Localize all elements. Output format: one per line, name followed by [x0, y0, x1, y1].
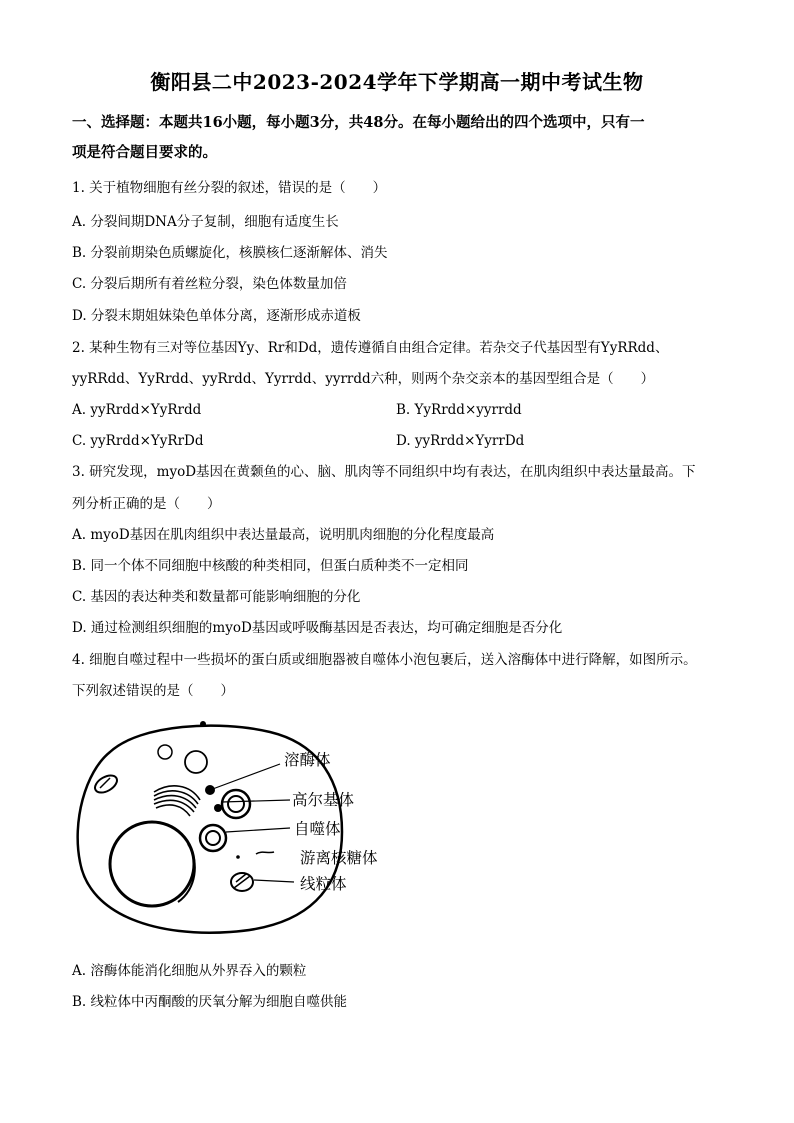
q3-stem-line2: 列分析正确的是（ ）	[72, 496, 221, 512]
golgi-apparatus	[154, 786, 200, 816]
mitochondrion-left	[92, 772, 120, 796]
q4-stem-line1: 4. 细胞自噬过程中一些损坏的蛋白质或细胞器被自噬体小泡包裹后，送入溶酶体中进行降解，如图所示。	[72, 652, 697, 668]
q4-option-b: B. 线粒体中丙酮酸的厌氧分解为细胞自噬供能	[72, 994, 348, 1010]
q1-option-a: A. 分裂间期DNA分子复制，细胞有适度生长	[72, 214, 339, 230]
autophagosome-2-outer	[200, 825, 226, 851]
autophagosome-2-inner	[206, 831, 220, 845]
label-mitochondrion: 线粒体	[300, 875, 347, 893]
cell-diagram-svg	[70, 712, 400, 942]
section-instructions-line1: 一、选择题：本题共16小题，每小题3分，共48分。在每小题给出的四个选项中，只有一	[72, 114, 645, 131]
particle-top	[200, 721, 206, 727]
q3-option-a: A. myoD基因在肌肉组织中表达量最高，说明肌肉细胞的分化程度最高	[72, 527, 495, 543]
q2-option-b: B. YyRrdd×yyrrdd	[396, 402, 522, 418]
nucleus	[110, 822, 194, 906]
section-instructions	[72, 108, 722, 168]
exam-title: 衡阳县二中2023-2024学年下学期高一期中考试生物	[150, 70, 644, 94]
q1-option-c: C. 分裂后期所有着丝粒分裂，染色体数量加倍	[72, 276, 347, 292]
q3-option-b: B. 同一个体不同细胞中核酸的种类相同，但蛋白质种类不一定相同	[72, 558, 469, 574]
q4-stem-line2: 下列叙述错误的是（ ）	[72, 683, 234, 699]
leader-mitochondrion	[254, 880, 294, 882]
label-golgi: 高尔基体	[292, 791, 355, 809]
q2-option-a: A. yyRrdd×YyRrdd	[72, 402, 202, 418]
vesicle-top	[185, 751, 207, 773]
q2-stem-line1: 2. 某种生物有三对等位基因Yy、Rr和Dd，遗传遵循自由组合定律。若杂交子代基因型有YyRRdd、	[72, 340, 669, 356]
vesicle-small	[158, 745, 172, 759]
q2-stem-line2: yyRRdd、YyRrdd、yyRrdd、Yyrrdd、yyrrdd六种，则两个杂交亲本的基因型组合是（ ）	[72, 371, 655, 387]
q2-option-d: D. yyRrdd×YyrrDd	[396, 433, 525, 449]
q3-stem-line1: 3. 研究发现，myoD基因在黄颡鱼的心、脑、肌肉等不同组织中均有表达，在肌肉组织中表达量最高。下	[72, 464, 696, 480]
q1-option-d: D. 分裂末期姐妹染色单体分离，逐渐形成赤道板	[72, 308, 361, 324]
label-lysosome: 溶酶体	[284, 751, 331, 769]
q1-stem: 1. 关于植物细胞有丝分裂的叙述，错误的是（ ）	[72, 180, 387, 196]
q4-option-a: A. 溶酶体能消化细胞从外界吞入的颗粒	[72, 963, 307, 979]
leader-lysosome	[210, 764, 280, 790]
label-free-ribosome: 游离核糖体	[300, 849, 378, 867]
autophagosome-outer	[222, 790, 250, 818]
q3-option-c: C. 基因的表达种类和数量都可能影响细胞的分化	[72, 589, 361, 605]
q2-option-c: C. yyRrdd×YyRrDd	[72, 433, 204, 449]
autophagosome-inner	[228, 796, 244, 812]
leader-autophagosome	[226, 828, 290, 832]
section-instructions-line2: 项是符合题目要求的。	[72, 144, 217, 161]
q3-option-d: D. 通过检测组织细胞的myoD基因或呼吸酶基因是否表达，均可确定细胞是否分化	[72, 620, 563, 636]
leader-golgi	[222, 800, 290, 802]
cell-autophagy-figure	[70, 712, 400, 942]
mitochondrion-right-cristae	[234, 874, 250, 888]
q1-option-b: B. 分裂前期染色质螺旋化，核膜核仁逐渐解体、消失	[72, 245, 388, 261]
label-autophagosome: 自噬体	[294, 820, 341, 838]
ribosome-dot	[236, 855, 240, 859]
free-ribosome	[256, 852, 274, 854]
